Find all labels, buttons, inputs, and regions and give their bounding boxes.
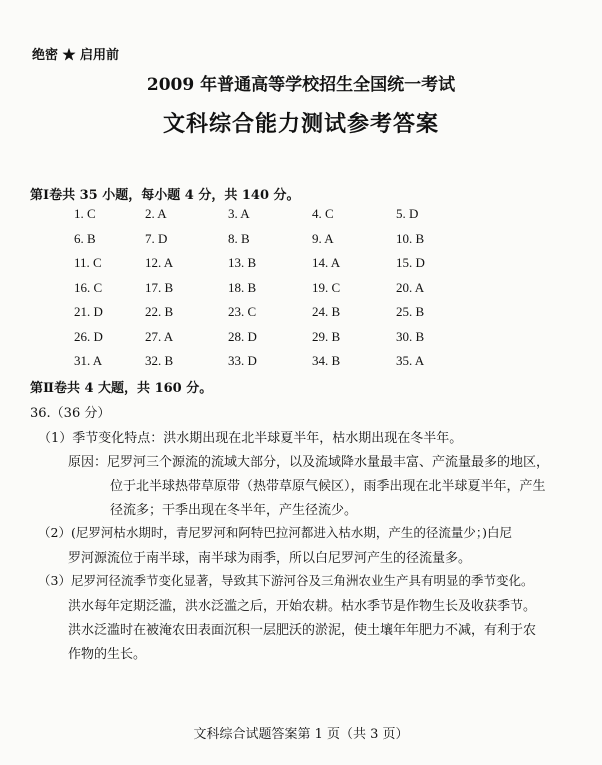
answer-item: 24. B xyxy=(312,304,341,319)
document-title: 文科综合能力测试参考答案 xyxy=(162,111,439,137)
answer-item: 27. A xyxy=(145,328,174,344)
page-footer: 文科综合试题答案第 1 页（共 3 页） xyxy=(193,727,409,742)
answer-item: 18. B xyxy=(228,279,257,295)
answer-item: 26. D xyxy=(74,328,103,344)
answer-line: 位于北半球热带草原带（热带草原气候区），雨季出现在北半球夏半年，产生 xyxy=(110,479,546,494)
answer-line: 径流多；干季出现在冬半年，产生径流少。 xyxy=(110,503,358,518)
answer-item: 15. D xyxy=(396,255,425,270)
answer-line: 原因：尼罗河三个源流的流域大部分，以及流域降水量最丰富、产流量最多的地区， xyxy=(68,455,550,470)
answer-item: 34. B xyxy=(312,353,341,368)
answer-item: 13. B xyxy=(228,255,257,270)
answer-item: 2. A xyxy=(145,206,167,221)
answer-item: 17. B xyxy=(145,279,174,295)
answer-item: 1. C xyxy=(74,206,96,221)
answer-item: 28. D xyxy=(228,328,257,344)
answer-item: 12. A xyxy=(145,255,174,270)
exam-title: 2009 年普通高等学校招生全国统一考试 xyxy=(146,75,456,95)
answer-item: 35. A xyxy=(396,353,425,368)
answer-line: 作物的生长。 xyxy=(68,647,147,662)
answer-item: 31. A xyxy=(74,353,103,368)
answer-item: 19. C xyxy=(312,279,341,295)
answer-item: 6. B xyxy=(74,230,96,246)
answer-line: （3）尼罗河径流季节变化显著，导致其下游河谷及三角洲农业生产具有明显的季节变化。 xyxy=(38,573,534,588)
answer-item: 3. A xyxy=(228,206,250,221)
answer-item: 25. B xyxy=(396,304,425,319)
answer-line: （1）季节变化特点：洪水期出现在北半球夏半年，枯水期出现在冬半年。 xyxy=(38,431,463,446)
answer-item: 33. D xyxy=(228,353,257,368)
answer-item: 8. B xyxy=(228,230,250,246)
answer-item: 5. D xyxy=(396,206,419,221)
question-36-heading: 36.（36 分） xyxy=(30,406,111,421)
answer-item: 30. B xyxy=(396,328,425,344)
answer-item: 9. A xyxy=(312,230,334,246)
answer-item: 29. B xyxy=(312,328,341,344)
answer-line: 洪水每年定期泛滥，洪水泛滥之后，开始农耕。枯水季节是作物生长及收获季节。 xyxy=(68,599,537,614)
answer-item: 14. A xyxy=(312,255,341,270)
answer-item: 23. C xyxy=(228,304,257,319)
answer-item: 11. C xyxy=(74,255,102,270)
answer-line: 洪水泛滥时在被淹农田表面沉积一层肥沃的淤泥，使土壤年年肥力不减，有利于农 xyxy=(68,623,537,638)
secret-mark: 绝密 ★ 启用前 xyxy=(32,48,120,63)
answer-item: 16. C xyxy=(74,279,103,295)
answer-item: 22. B xyxy=(145,304,174,319)
answer-item: 21. D xyxy=(74,304,103,319)
answer-item: 4. C xyxy=(312,206,334,221)
answer-line: 罗河源流位于南半球，南半球为雨季，所以白尼罗河产生的径流量多。 xyxy=(68,551,472,566)
answer-item: 10. B xyxy=(396,230,425,246)
answer-item: 32. B xyxy=(145,353,174,368)
answer-item: 20. A xyxy=(396,279,425,295)
answer-item: 7. D xyxy=(145,230,168,246)
part2-heading: 第Ⅱ卷共 4 大题，共 160 分。 xyxy=(30,381,213,396)
part1-heading: 第Ⅰ卷共 35 小题，每小题 4 分，共 140 分。 xyxy=(30,188,300,203)
answer-line: （2）(尼罗河枯水期时，青尼罗河和阿特巴拉河都进入枯水期，产生的径流量少；)白尼 xyxy=(38,525,512,540)
